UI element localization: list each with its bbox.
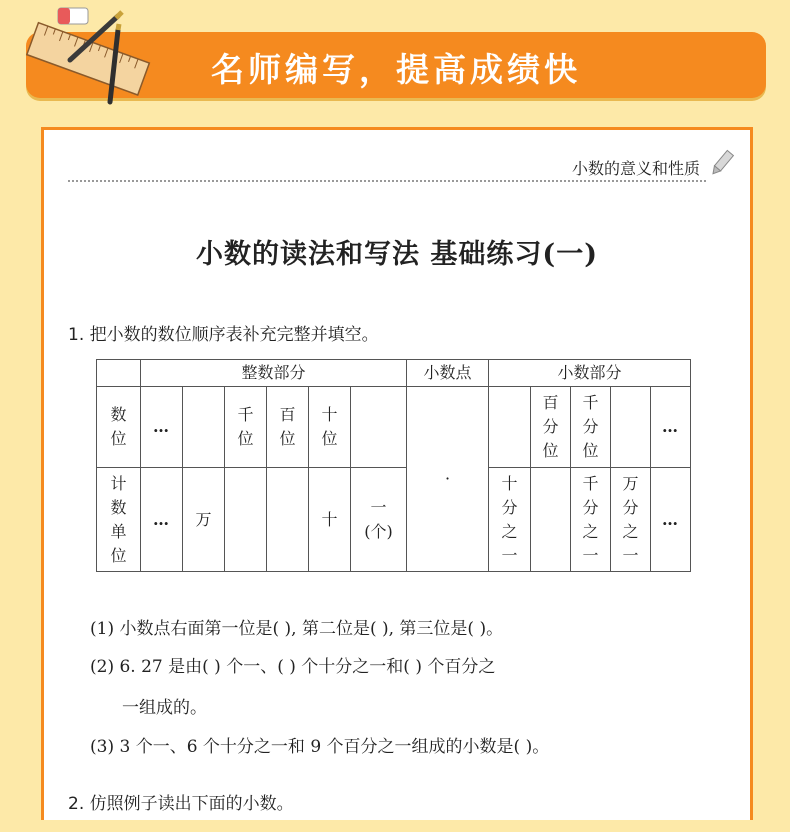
table-cell: 千位	[225, 387, 267, 468]
table-cell: …	[651, 468, 691, 572]
stationery-illustration	[18, 2, 158, 112]
table-cell-blank[interactable]	[611, 387, 651, 468]
table-cell: 千分之一	[571, 468, 611, 572]
table-cell-blank[interactable]	[489, 387, 531, 468]
table-cell: 百分位	[531, 387, 571, 468]
table-cell-blank[interactable]	[183, 387, 225, 468]
banner-title: 名师编写，提高成绩快	[211, 50, 581, 89]
table-cell-blank[interactable]	[351, 387, 407, 468]
corner-cell	[97, 360, 141, 387]
page-title: 小数的读法和写法 基础练习(一)	[196, 239, 598, 270]
sub-question-1: (1) 小数点右面第一位是( ), 第二位是( ), 第三位是( )。	[90, 619, 504, 639]
table-cell: 千分位	[571, 387, 611, 468]
place-value-table	[96, 359, 691, 572]
unit-row	[97, 468, 691, 572]
table-cell: 万分之一	[611, 468, 651, 572]
worksheet-card	[41, 127, 753, 820]
question-2-prompt: 2. 仿照例子读出下面的小数。	[68, 794, 294, 814]
eraser-icon	[58, 8, 88, 24]
table-cell: 十位	[309, 387, 351, 468]
table-cell: 十	[309, 468, 351, 572]
row-label-place: 数位	[97, 387, 141, 468]
decimal-point-header: 小数点	[407, 360, 489, 387]
integer-part-header: 整数部分	[141, 360, 407, 387]
table-cell: …	[651, 387, 691, 468]
table-cell-blank[interactable]	[267, 468, 309, 572]
sub-question-3: (3) 3 个一、6 个十分之一和 9 个百分之一组成的小数是( )。	[90, 737, 550, 757]
row-label-unit: 计数单位	[97, 468, 141, 572]
table-cell: 万	[183, 468, 225, 572]
table-cell: 一 (个)	[351, 468, 407, 572]
ruler-icon	[27, 23, 150, 95]
topic-label: 小数的意义和性质	[571, 159, 700, 178]
table-header-row	[97, 360, 691, 387]
dotted-divider	[68, 180, 706, 182]
question-1-prompt: 1. 把小数的数位顺序表补充完整并填空。	[68, 325, 379, 345]
table-cell: 百位	[267, 387, 309, 468]
decimal-part-header: 小数部分	[489, 360, 691, 387]
decimal-point-cell: ·	[407, 387, 489, 572]
table-cell-blank[interactable]	[225, 468, 267, 572]
sub-question-2-line1: (2) 6. 27 是由( ) 个一、( ) 个十分之一和( ) 个百分之	[90, 657, 496, 677]
pencil-icon	[708, 148, 736, 178]
place-row	[97, 387, 691, 468]
table-cell: …	[141, 468, 183, 572]
sub-question-2-line2: 一组成的。	[122, 698, 207, 718]
table-cell: 十分之一	[489, 468, 531, 572]
table-cell: …	[141, 387, 183, 468]
table-cell-blank[interactable]	[531, 468, 571, 572]
